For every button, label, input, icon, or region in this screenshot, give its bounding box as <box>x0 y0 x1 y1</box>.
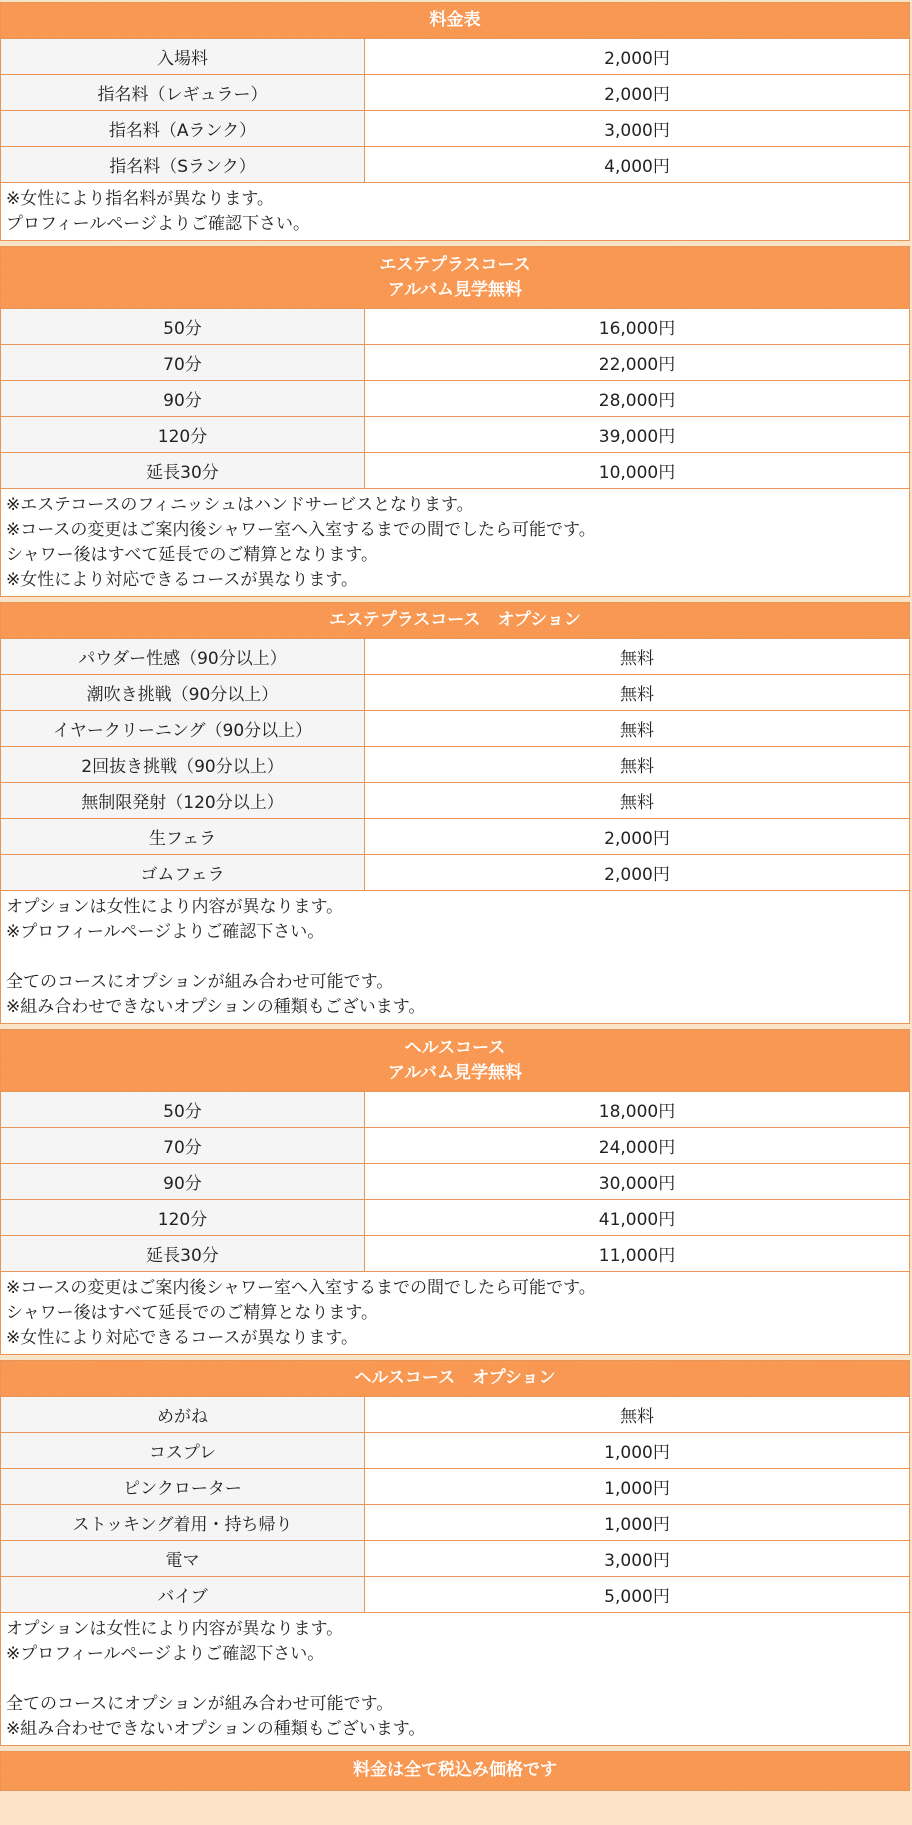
row-label: 70分 <box>1 345 365 381</box>
table-row <box>1 819 909 855</box>
note-line: ※コースの変更はご案内後シャワー室へ入室するまでの間でしたら可能です。 <box>6 1278 596 1298</box>
table-row <box>1 147 909 183</box>
table-row <box>1 1236 909 1272</box>
note-line: ※エステコースのフィニッシュはハンドサービスとなります。 <box>6 495 474 515</box>
row-label: 120分 <box>1 417 365 453</box>
note-line: オプションは女性により内容が異なります。 <box>6 897 344 917</box>
row-value: 無料 <box>365 675 910 711</box>
table-row <box>1 39 909 75</box>
row-label: バイブ <box>1 1577 365 1613</box>
section-header <box>1 247 909 309</box>
note-line: ※女性により対応できるコースが異なります。 <box>6 570 359 590</box>
section-title: 料金表 <box>429 10 481 30</box>
table-row <box>1 381 909 417</box>
row-label: イヤークリーニング（90分以上） <box>1 711 365 747</box>
section-title: ヘルスコース <box>404 1038 506 1058</box>
banner-text: 料金は全て税込み価格です <box>353 1760 557 1780</box>
row-label: 70分 <box>1 1128 365 1164</box>
section-note <box>1 489 909 596</box>
row-value: 28,000円 <box>365 381 910 417</box>
row-label: 90分 <box>1 1164 365 1200</box>
row-value: 1,000円 <box>365 1469 910 1505</box>
table-row <box>1 1200 909 1236</box>
row-value: 39,000円 <box>365 417 910 453</box>
row-label: 指名料（Sランク） <box>1 147 365 183</box>
price-table <box>1 1092 909 1272</box>
row-value: 無料 <box>365 1397 910 1433</box>
note-line: シャワー後はすべて延長でのご精算となります。 <box>6 545 378 565</box>
note-line <box>6 1667 904 1692</box>
row-label: めがね <box>1 1397 365 1433</box>
row-label: 指名料（レギュラー） <box>1 75 365 111</box>
row-value: 22,000円 <box>365 345 910 381</box>
note-line: 全てのコースにオプションが組み合わせ可能です。 <box>6 1694 394 1714</box>
table-row <box>1 711 909 747</box>
row-label: パウダー性感（90分以上） <box>1 639 365 675</box>
table-row <box>1 1128 909 1164</box>
section-note <box>1 1272 909 1354</box>
tax-included-banner <box>0 1751 910 1791</box>
row-value: 2,000円 <box>365 855 910 891</box>
price-table <box>1 1397 909 1613</box>
row-value: 2,000円 <box>365 819 910 855</box>
row-label: ピンクローター <box>1 1469 365 1505</box>
row-value: 16,000円 <box>365 309 910 345</box>
section-subtitle: アルバム見学無料 <box>387 280 523 300</box>
row-value: 30,000円 <box>365 1164 910 1200</box>
row-label: 50分 <box>1 1092 365 1128</box>
row-value: 18,000円 <box>365 1092 910 1128</box>
row-value: 41,000円 <box>365 1200 910 1236</box>
section-esthe-plus-options <box>0 602 910 1024</box>
section-note <box>1 183 909 240</box>
table-row <box>1 639 909 675</box>
row-value: 11,000円 <box>365 1236 910 1272</box>
note-line: ※組み合わせできないオプションの種類もございます。 <box>6 997 426 1017</box>
price-table <box>1 639 909 891</box>
row-value: 無料 <box>365 711 910 747</box>
note-line: シャワー後はすべて延長でのご精算となります。 <box>6 1303 378 1323</box>
price-table <box>1 39 909 183</box>
table-row <box>1 1397 909 1433</box>
table-row <box>1 1164 909 1200</box>
note-line <box>6 945 904 970</box>
section-health-options <box>0 1360 910 1746</box>
row-label: 延長30分 <box>1 1236 365 1272</box>
row-label: 90分 <box>1 381 365 417</box>
row-value: 無料 <box>365 639 910 675</box>
row-label: 潮吹き挑戦（90分以上） <box>1 675 365 711</box>
row-value: 5,000円 <box>365 1577 910 1613</box>
row-value: 4,000円 <box>365 147 910 183</box>
row-value: 無料 <box>365 783 910 819</box>
section-health-course <box>0 1029 910 1355</box>
section-note <box>1 1613 909 1745</box>
note-line: ※プロフィールページよりご確認下さい。 <box>6 922 325 942</box>
row-label: 50分 <box>1 309 365 345</box>
row-value: 1,000円 <box>365 1433 910 1469</box>
table-row <box>1 1577 909 1613</box>
table-row <box>1 1505 909 1541</box>
section-title: ヘルスコース オプション <box>354 1368 556 1388</box>
table-row <box>1 111 909 147</box>
table-row <box>1 747 909 783</box>
row-value: 3,000円 <box>365 1541 910 1577</box>
row-label: 延長30分 <box>1 453 365 489</box>
row-label: ゴムフェラ <box>1 855 365 891</box>
table-row <box>1 1469 909 1505</box>
note-line: ※女性により指名料が異なります。 <box>6 189 274 209</box>
section-esthe-plus-course <box>0 246 910 597</box>
note-line: オプションは女性により内容が異なります。 <box>6 1619 344 1639</box>
table-row <box>1 309 909 345</box>
note-line: ※女性により対応できるコースが異なります。 <box>6 1328 359 1348</box>
note-line: ※プロフィールページよりご確認下さい。 <box>6 1644 325 1664</box>
section-base-fees <box>0 2 910 241</box>
note-line: プロフィールページよりご確認下さい。 <box>6 214 310 234</box>
banner-header <box>1 1752 909 1790</box>
table-row <box>1 1433 909 1469</box>
row-label: 2回抜き挑戦（90分以上） <box>1 747 365 783</box>
section-title: エステプラスコース オプション <box>329 610 581 630</box>
section-subtitle: アルバム見学無料 <box>387 1063 523 1083</box>
row-label: 電マ <box>1 1541 365 1577</box>
section-header <box>1 603 909 639</box>
row-label: 生フェラ <box>1 819 365 855</box>
note-line: ※コースの変更はご案内後シャワー室へ入室するまでの間でしたら可能です。 <box>6 520 596 540</box>
row-value: 2,000円 <box>365 39 910 75</box>
row-label: 入場料 <box>1 39 365 75</box>
row-value: 無料 <box>365 747 910 783</box>
table-row <box>1 345 909 381</box>
table-row <box>1 417 909 453</box>
table-row <box>1 1541 909 1577</box>
section-header <box>1 3 909 39</box>
row-value: 3,000円 <box>365 111 910 147</box>
price-table <box>1 309 909 489</box>
row-label: 無制限発射（120分以上） <box>1 783 365 819</box>
section-note <box>1 891 909 1023</box>
row-value: 10,000円 <box>365 453 910 489</box>
row-value: 1,000円 <box>365 1505 910 1541</box>
row-value: 2,000円 <box>365 75 910 111</box>
row-label: ストッキング着用・持ち帰り <box>1 1505 365 1541</box>
table-row <box>1 453 909 489</box>
section-title: エステプラスコース <box>379 255 531 275</box>
table-row <box>1 675 909 711</box>
table-row <box>1 855 909 891</box>
note-line: ※組み合わせできないオプションの種類もございます。 <box>6 1719 426 1739</box>
section-header <box>1 1030 909 1092</box>
row-value: 24,000円 <box>365 1128 910 1164</box>
row-label: 120分 <box>1 1200 365 1236</box>
table-row <box>1 783 909 819</box>
section-header <box>1 1361 909 1397</box>
row-label: 指名料（Aランク） <box>1 111 365 147</box>
table-row <box>1 1092 909 1128</box>
row-label: コスプレ <box>1 1433 365 1469</box>
note-line: 全てのコースにオプションが組み合わせ可能です。 <box>6 972 394 992</box>
table-row <box>1 75 909 111</box>
